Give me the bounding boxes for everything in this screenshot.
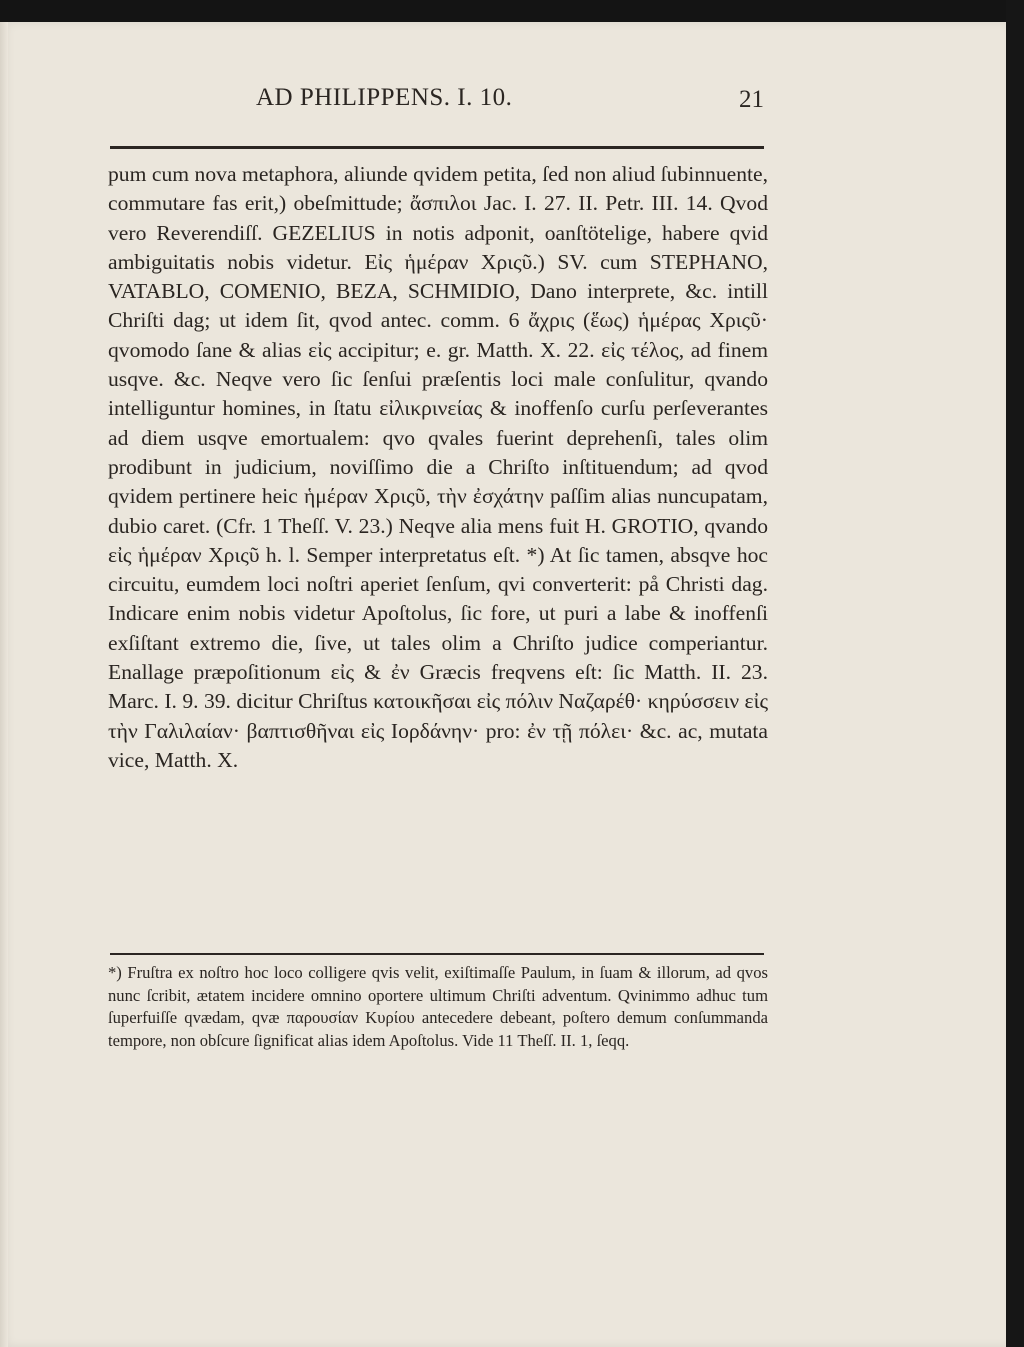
footnote-rule xyxy=(110,953,764,955)
scan-border-right xyxy=(1006,0,1024,1347)
header-rule xyxy=(110,146,764,149)
running-head: AD PHILIPPENS. I. 10. xyxy=(256,84,513,111)
page-number: 21 xyxy=(739,86,764,113)
page-gutter-shadow xyxy=(0,22,8,1347)
footnote-text: *) Fruſtra ex noſtro hoc loco colligere qvis velit, exiſtimaſſe Paulum, in ſuam & illorum, ad qvos nunc ſcribit, ætatem incidere omnino oportere ultimum Chriſti adventum. Qvinimmo adhuc tum ſuperfuiſſe qvædam, qvæ παρουσίαν Κυρίου antecedere debeant, poſtero demum conſummanda tempore, non obſcure ſignificat alias idem Apoſtolus. Vide 11 Theſſ. II. 1, ſeqq. xyxy=(108,963,768,1050)
main-paragraph: pum cum nova metaphora, aliunde qvidem petita, ſed non aliud ſubinnuente, commutare fas erit,) obeſmittude; ἄσπιλοι Jac. I. 27. II. Petr. III. 14. Qvod vero Reverendiſſ. GEZELIUS in notis adponit, oanſtötelige, habere qvid ambiguitatis nobis videtur. Εἰς ἡμέραν Χριςῦ.) SV. cum STEPHANO, VATABLO, COMENIO, BEZA, SCHMIDIO, Dano interprete, &c. intill Chriſti dag; ut idem ſit, qvod antec. comm. 6 ἄχρις (ἕως) ἡμέρας Χριςῦ· qvomodo ſane & alias εἰς accipitur; e. gr. Matth. X. 22. εἰς τέλος, ad finem usqve. &c. Neqve vero ſic ſenſui præſentis loci male conſulitur, qvando intelliguntur homines, in ſtatu εἰλικρινείας & inoffenſo curſu perſeverantes ad diem usqve emortualem: qvo qvales fuerint deprehenſi, tales olim prodibunt in judicium, noviſſimo die a Chriſto inſtituendum; ad qvod qvidem pertinere heic ἡμέραν Χριςῦ, τὴν ἐσχάτην paſſim alias nuncupatam, dubio caret. (Cfr. 1 Theſſ. V. 23.) Neqve alia mens fuit H. GROTIO, qvando εἰς ἡμέραν Χριςῦ h. l. Semper interpretatus eſt. *) At ſic tamen, absqve hoc circuitu, eumdem loci noſtri aperiet ſenſum, qvi converterit: på Christi dag. Indicare enim nobis videtur Apoſtolus, ſic fore, ut puri a labe & inoffenſi exſiſtant extremo die, ſive, ut tales olim a Chriſto judice comperiantur. Enallage præpoſitionum εἰς & ἐν Græcis freqvens eſt: ſic Matth. II. 23. Marc. I. 9. 39. dicitur Chriſtus κατοικῆσαι εἰς πόλιν Ναζαρέθ· κηρύσσειν εἰς τὴν Γαλιλαίαν· βαπτισθῆναι εἰς Ιορδάνην· pro: ἐν τῇ πόλει· &c. ac, mutata vice, Matth. X. xyxy=(108,162,768,772)
scan-border-top xyxy=(0,0,1024,24)
page-header xyxy=(96,80,764,120)
footnote xyxy=(108,962,768,1052)
main-text xyxy=(108,160,768,775)
